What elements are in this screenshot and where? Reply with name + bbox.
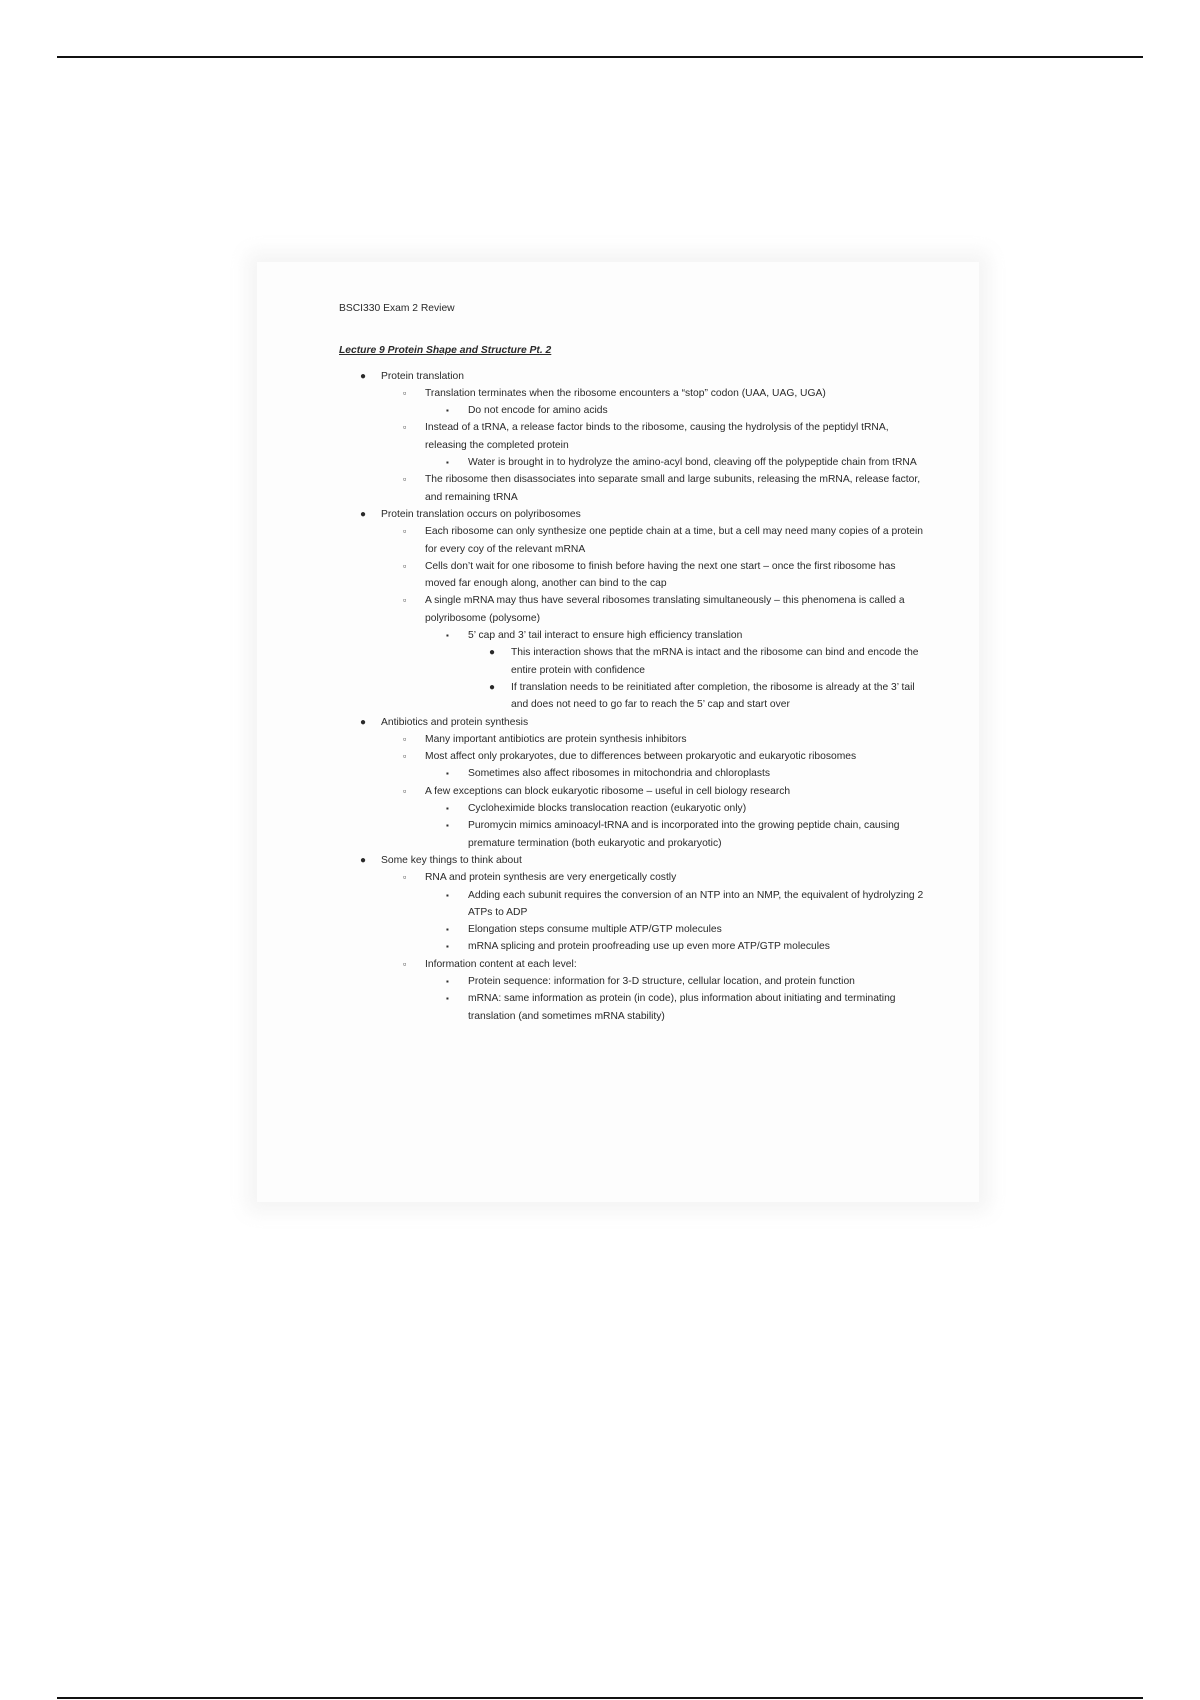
square-bullet-icon: ▪ xyxy=(446,821,449,831)
bullet-icon: ● xyxy=(360,854,367,866)
square-bullet-icon: ▪ xyxy=(446,890,449,900)
list-item xyxy=(339,385,929,402)
list-item xyxy=(339,471,929,506)
square-bullet-icon: ▪ xyxy=(446,406,449,416)
list-item xyxy=(339,748,929,765)
square-bullet-icon: ▪ xyxy=(446,631,449,641)
list-item-text: RNA and protein synthesis are very energetically costly xyxy=(425,872,677,884)
hollow-square-bullet-icon: ▫ xyxy=(403,958,407,969)
list-item xyxy=(339,419,929,454)
list-item xyxy=(339,869,929,886)
list-item-text: Cycloheximide blocks translocation reaction (eukaryotic only) xyxy=(468,803,747,815)
list-item-text: Cells don’t wait for one ribosome to finish before having the next one start – once the first ribosome has moved far enough along, another can bind to the cap xyxy=(425,560,896,590)
list-item-text: Instead of a tRNA, a release factor binds to the ribosome, causing the hydrolysis of the peptidyl tRNA, releasing the completed protein xyxy=(425,422,889,451)
list-item xyxy=(339,852,929,869)
list-item xyxy=(339,402,929,419)
list-item-text: This interaction shows that the mRNA is intact and the ribosome can bind and encode the entire protein with confidence xyxy=(511,647,919,676)
list-item xyxy=(339,817,929,852)
list-item xyxy=(339,506,929,523)
list-item-text: Translation terminates when the ribosome encounters a “stop” codon (UAA, UAG, UGA) xyxy=(425,387,826,399)
list-item-text: If translation needs to be reinitiated after completion, the ribosome is already at the 3’ tail and does not need to go far to reach the 5’ cap and start over xyxy=(511,681,915,711)
list-item xyxy=(339,731,929,748)
hollow-square-bullet-icon: ▫ xyxy=(403,526,407,537)
list-item xyxy=(339,714,929,731)
bullet-icon: ● xyxy=(360,370,367,382)
list-item-text: Most affect only prokaryotes, due to differences between prokaryotic and eukaryotic ribosomes xyxy=(425,751,857,763)
list-item-text: Protein sequence: information for 3-D structure, cellular location, and protein function xyxy=(468,975,855,987)
list-item-text: mRNA splicing and protein proofreading use up even more ATP/GTP molecules xyxy=(468,941,830,953)
list-item xyxy=(339,679,929,714)
list-item-text: Many important antibiotics are protein synthesis inhibitors xyxy=(425,733,687,745)
square-bullet-icon: ▪ xyxy=(446,976,449,986)
hollow-square-bullet-icon: ▫ xyxy=(403,422,407,433)
bullet-icon: ● xyxy=(360,716,367,728)
bottom-rule xyxy=(57,1697,1143,1699)
list-item xyxy=(339,973,929,990)
list-item-text: Protein translation xyxy=(381,370,464,382)
square-bullet-icon: ▪ xyxy=(446,804,449,814)
hollow-square-bullet-icon: ▫ xyxy=(403,733,407,744)
list-item xyxy=(339,523,929,558)
list-item xyxy=(339,887,929,922)
list-item xyxy=(339,921,929,938)
hollow-square-bullet-icon: ▫ xyxy=(403,785,407,796)
hollow-square-bullet-icon: ▫ xyxy=(403,474,407,485)
square-bullet-icon: ▪ xyxy=(446,769,449,779)
hollow-square-bullet-icon: ▫ xyxy=(403,387,407,398)
list-item xyxy=(339,990,929,1025)
hollow-square-bullet-icon: ▫ xyxy=(403,560,407,571)
list-item xyxy=(339,783,929,800)
list-item-text: Information content at each level: xyxy=(425,958,577,970)
list-item-text: Sometimes also affect ribosomes in mitochondria and chloroplasts xyxy=(468,768,770,780)
list-item xyxy=(339,765,929,782)
list-item-text: Each ribosome can only synthesize one peptide chain at a time, but a cell may need many copies of a protein for every coy of the relevant mRNA xyxy=(425,526,923,555)
section-title: Lecture 9 Protein Shape and Structure Pt. 2 xyxy=(339,345,552,357)
square-bullet-icon: ▪ xyxy=(446,942,449,952)
list-item-text: Puromycin mimics aminoacyl-tRNA and is incorporated into the growing peptide chain, causing premature termination (both eukaryotic and prokaryotic) xyxy=(468,820,900,849)
list-item-text: Antibiotics and protein synthesis xyxy=(381,716,529,728)
list-item xyxy=(339,592,929,627)
list-item-text: 5’ cap and 3’ tail interact to ensure high efficiency translation xyxy=(468,630,743,642)
bullet-icon: ● xyxy=(360,508,367,520)
list-item xyxy=(339,800,929,817)
document-header: BSCI330 Exam 2 Review xyxy=(339,303,455,314)
list-item xyxy=(339,558,929,593)
top-rule xyxy=(57,56,1143,58)
square-bullet-icon: ▪ xyxy=(446,925,449,935)
list-item-text: Protein translation occurs on polyribosomes xyxy=(381,508,581,520)
bullet-icon: ● xyxy=(489,647,496,659)
list-item xyxy=(339,956,929,973)
list-item-text: A few exceptions can block eukaryotic ribosome – useful in cell biology research xyxy=(425,785,791,797)
document-page xyxy=(257,262,979,1202)
list-item xyxy=(339,454,929,471)
list-item-text: Water is brought in to hydrolyze the amino-acyl bond, cleaving off the polypeptide chain from tRNA xyxy=(468,457,917,469)
bullet-icon: ● xyxy=(489,681,496,693)
square-bullet-icon: ▪ xyxy=(446,994,449,1004)
list-item xyxy=(339,368,929,385)
list-item-text: mRNA: same information as protein (in code), plus information about initiating and terminating translation (and sometimes mRNA stability) xyxy=(468,993,896,1022)
list-item-text: Elongation steps consume multiple ATP/GTP molecules xyxy=(468,924,722,936)
hollow-square-bullet-icon: ▫ xyxy=(403,751,407,762)
list-item-text: Adding each subunit requires the conversion of an NTP into an NMP, the equivalent of hydrolyzing 2 ATPs to ADP xyxy=(468,889,924,918)
hollow-square-bullet-icon: ▫ xyxy=(403,595,407,606)
list-item-text: The ribosome then disassociates into separate small and large subunits, releasing the mRNA, release factor, and remaining tRNA xyxy=(425,474,921,503)
outline-list xyxy=(339,368,929,1025)
list-item-text: Some key things to think about xyxy=(381,854,522,866)
list-item-text: A single mRNA may thus have several ribosomes translating simultaneously – this phenomena is called a polyribosome (polysome) xyxy=(425,595,905,624)
list-item-text: Do not encode for amino acids xyxy=(468,405,608,417)
document-content xyxy=(339,300,929,1025)
list-item xyxy=(339,938,929,955)
hollow-square-bullet-icon: ▫ xyxy=(403,872,407,883)
square-bullet-icon: ▪ xyxy=(446,458,449,468)
list-item xyxy=(339,627,929,644)
list-item xyxy=(339,644,929,679)
